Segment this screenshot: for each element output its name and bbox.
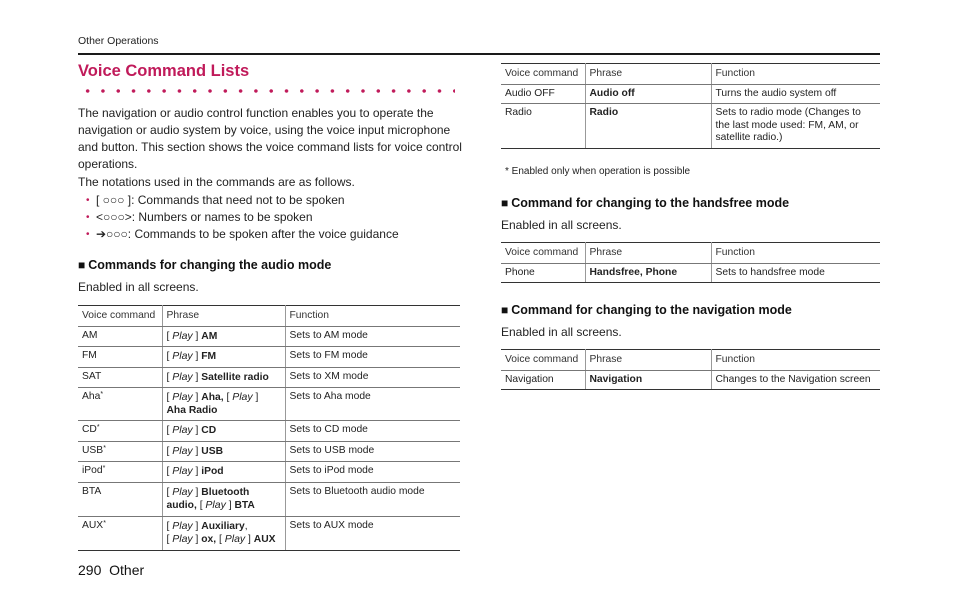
audio-command-table-continued bbox=[501, 63, 880, 149]
table-row: AM [ Play ] AM Sets to AM mode bbox=[78, 326, 460, 347]
table-header-row bbox=[78, 306, 460, 327]
table-row: Radio Radio Sets to radio mode (Changes to the last mode used: FM, AM, or satellite radio.) bbox=[501, 104, 880, 149]
square-bullet-icon: ■ bbox=[501, 196, 509, 210]
table-row: Aha* [ Play ] Aha, [ Play ] Aha Radio Sets to Aha mode bbox=[78, 388, 460, 421]
audio-command-table bbox=[78, 305, 460, 551]
section-label: Other Operations bbox=[78, 35, 159, 47]
title-dot-divider bbox=[80, 88, 455, 94]
table-header-row bbox=[501, 64, 880, 85]
notation-item: • ➔○○○: Commands to be spoken after the voice guidance bbox=[86, 226, 466, 243]
handsfree-enabled-note: Enabled in all screens. bbox=[501, 218, 622, 232]
table-row: CD* [ Play ] CD Sets to CD mode bbox=[78, 421, 460, 442]
col-header-phrase: Phrase bbox=[162, 306, 285, 327]
notation-item: • [ ○○○ ]: Commands that need not to be spoken bbox=[86, 192, 466, 209]
table-row: Navigation Navigation Changes to the Navigation screen bbox=[501, 370, 880, 390]
intro-paragraph: The navigation or audio control function enables you to operate the navigation or audio system by voice, using the voice input microphone and button. This section shows the voice command lists for voice control operations. bbox=[78, 106, 462, 171]
table-header-row bbox=[501, 350, 880, 371]
col-header-function: Function bbox=[711, 243, 880, 264]
navigation-section-heading: ■ Command for changing to the navigation mode bbox=[501, 303, 792, 317]
col-header-function: Function bbox=[711, 350, 880, 371]
col-header-command: Voice command bbox=[501, 64, 585, 85]
table-row: BTA [ Play ] Bluetooth audio, [ Play ] BTA Sets to Bluetooth audio mode bbox=[78, 482, 460, 516]
table-row: USB* [ Play ] USB Sets to USB mode bbox=[78, 441, 460, 462]
table-row: AUX* [ Play ] Auxiliary, [ Play ] ox, [ Play ] AUX Sets to AUX mode bbox=[78, 516, 460, 550]
notation-list bbox=[86, 192, 466, 244]
header-rule bbox=[78, 53, 880, 55]
navigation-enabled-note: Enabled in all screens. bbox=[501, 325, 622, 339]
col-header-command: Voice command bbox=[501, 350, 585, 371]
navigation-command-table bbox=[501, 349, 880, 390]
square-bullet-icon: ■ bbox=[78, 258, 86, 272]
notation-item: • <○○○>: Numbers or names to be spoken bbox=[86, 209, 466, 226]
page-title: Voice Command Lists bbox=[78, 62, 250, 80]
col-header-command: Voice command bbox=[501, 243, 585, 264]
notations-intro: The notations used in the commands are as follows. bbox=[78, 175, 355, 189]
audio-section-heading: ■ Commands for changing the audio mode bbox=[78, 258, 332, 272]
col-header-phrase: Phrase bbox=[585, 350, 711, 371]
table-header-row bbox=[501, 243, 880, 264]
handsfree-section-heading: ■ Command for changing to the handsfree mode bbox=[501, 196, 790, 210]
table-row: SAT [ Play ] Satellite radio Sets to XM mode bbox=[78, 367, 460, 388]
col-header-phrase: Phrase bbox=[585, 64, 711, 85]
table-row: Audio OFF Audio off Turns the audio system off bbox=[501, 84, 880, 104]
page-number: 290 bbox=[78, 562, 102, 578]
col-header-function: Function bbox=[285, 306, 460, 327]
footnote: * Enabled only when operation is possible bbox=[505, 166, 691, 177]
square-bullet-icon: ■ bbox=[501, 303, 509, 317]
col-header-phrase: Phrase bbox=[585, 243, 711, 264]
chapter-name: Other bbox=[109, 562, 145, 578]
table-row: FM [ Play ] FM Sets to FM mode bbox=[78, 347, 460, 368]
table-row: Phone Handsfree, Phone Sets to handsfree mode bbox=[501, 263, 880, 283]
page-footer bbox=[78, 562, 144, 578]
audio-enabled-note: Enabled in all screens. bbox=[78, 280, 199, 294]
table-row: iPod* [ Play ] iPod Sets to iPod mode bbox=[78, 462, 460, 483]
col-header-function: Function bbox=[711, 64, 880, 85]
col-header-command: Voice command bbox=[78, 306, 162, 327]
handsfree-command-table bbox=[501, 242, 880, 283]
